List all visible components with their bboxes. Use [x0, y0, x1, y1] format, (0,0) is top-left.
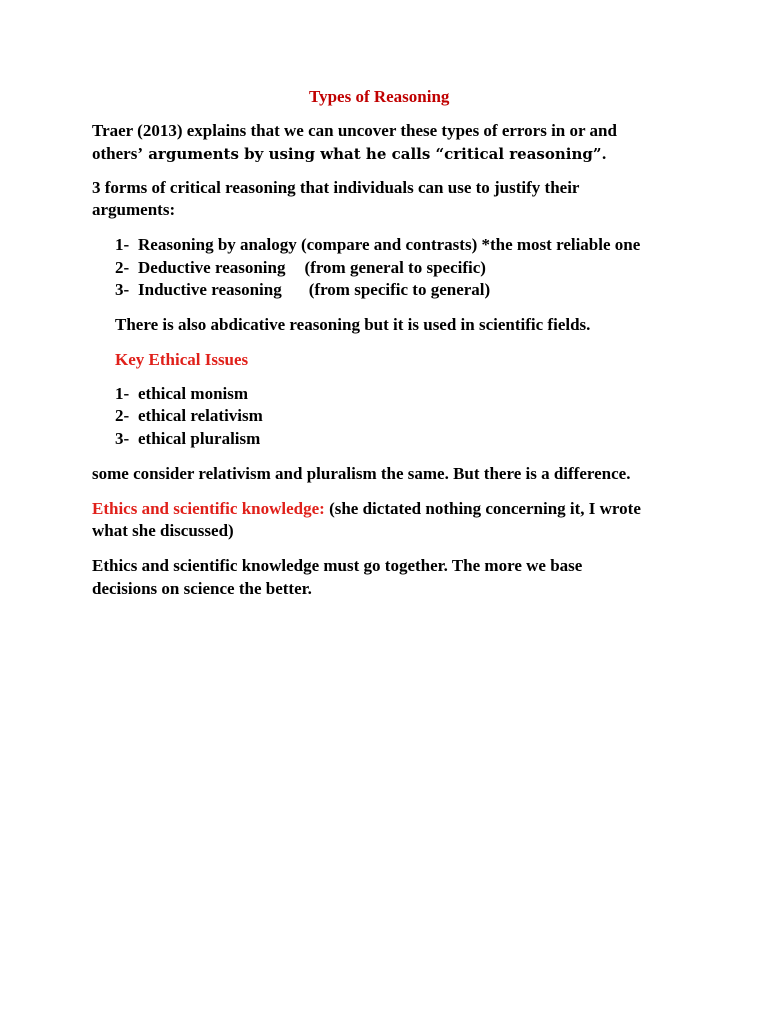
list-item-label: Inductive reasoning	[138, 280, 282, 299]
list-item-note: (from specific to general)	[308, 280, 491, 299]
list-item-note: (from general to specific)	[304, 258, 486, 277]
intro-line-2-prefix: others’	[92, 144, 143, 163]
list-item-label: ethical relativism	[138, 406, 263, 425]
issues-list-item	[115, 383, 248, 405]
ethics-section-aside: (she dictated nothing concerning it, I wrote	[324, 499, 641, 518]
issues-list-item	[115, 405, 263, 427]
list-number: 1-	[115, 235, 130, 254]
closing-line-1: Ethics and scientific knowledge must go together. The more we base	[92, 556, 583, 575]
list-number: 2-	[115, 406, 130, 425]
closing-line-2: decisions on science the better.	[92, 579, 312, 598]
reasoning-list-item	[115, 279, 490, 301]
issues-list-item	[115, 428, 260, 450]
reasoning-list-item	[115, 257, 486, 279]
list-item-label: Deductive reasoning	[138, 258, 286, 277]
abdicative-note: There is also abdicative reasoning but it is used in scientific fields.	[115, 315, 591, 334]
relativism-note: some consider relativism and pluralism the same. But there is a difference.	[92, 464, 631, 483]
ethics-section-line-2: what she discussed)	[92, 521, 234, 540]
key-issues-heading: Key Ethical Issues	[115, 350, 249, 369]
page-title: Types of Reasoning	[309, 87, 450, 106]
ethics-section-line-1	[92, 498, 641, 520]
reasoning-list-item	[115, 234, 640, 256]
list-number: 2-	[115, 258, 130, 277]
intro-line-1: Traer (2013) explains that we can uncover these types of errors in or and	[92, 121, 617, 140]
forms-intro-line-2: arguments:	[92, 200, 176, 219]
list-item-label: ethical pluralism	[138, 429, 261, 448]
list-number: 3-	[115, 429, 130, 448]
intro-line-2	[92, 143, 607, 165]
ethics-section-heading: Ethics and scientific knowledge:	[92, 499, 325, 518]
forms-intro-line-1: 3 forms of critical reasoning that individuals can use to justify their	[92, 178, 580, 197]
list-number: 3-	[115, 280, 130, 299]
list-item-label: Reasoning by analogy (compare and contrasts) *the most reliable one	[138, 235, 641, 254]
list-item-label: ethical monism	[138, 384, 249, 403]
intro-line-2-rest: arguments by using what he calls “critical reasoning”.	[142, 145, 607, 163]
list-number: 1-	[115, 384, 130, 403]
